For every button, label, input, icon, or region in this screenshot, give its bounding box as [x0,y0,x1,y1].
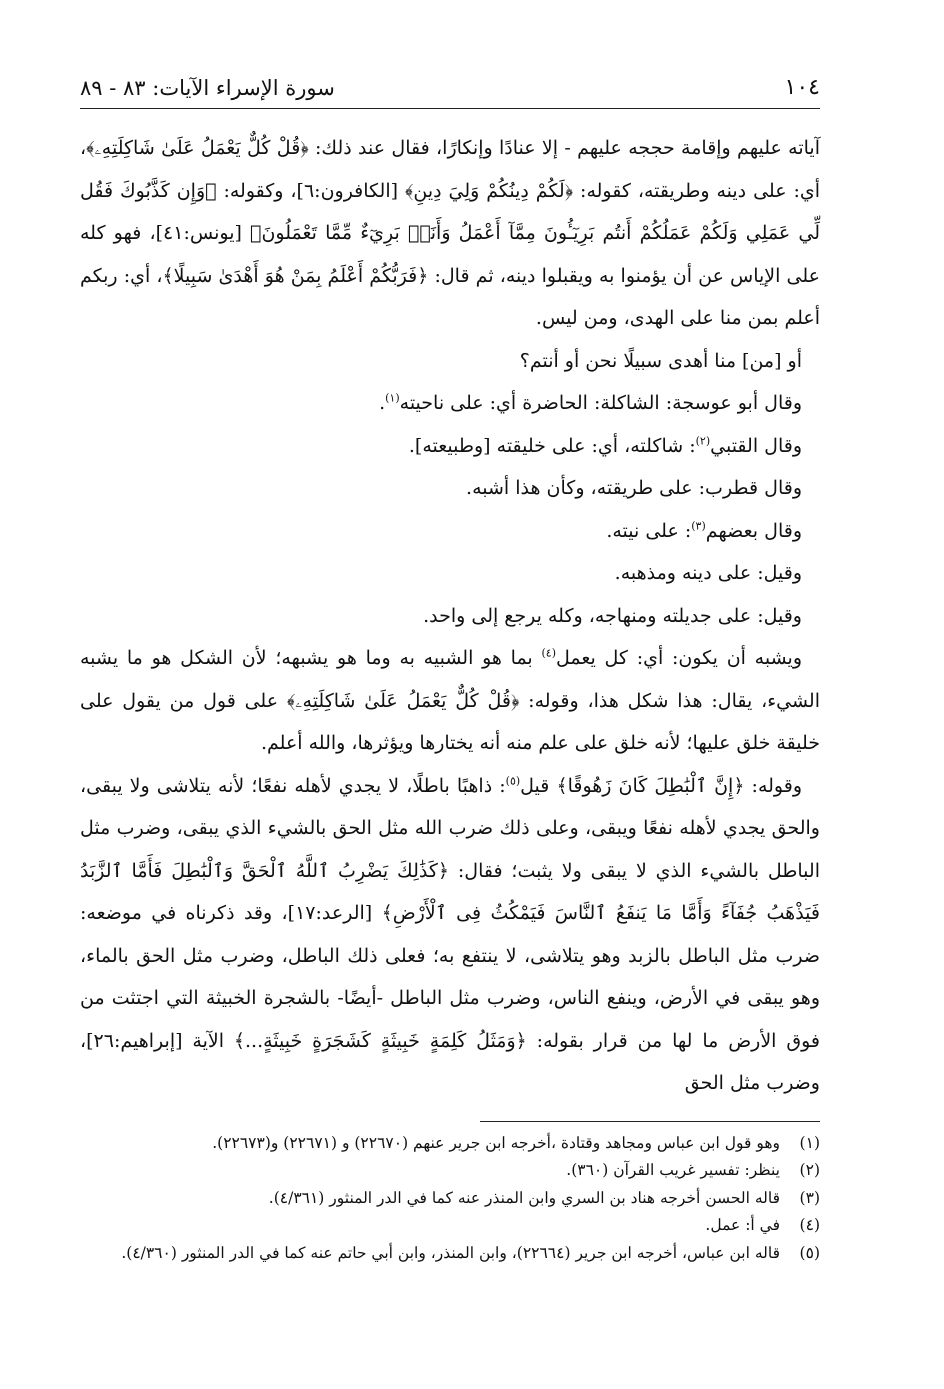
paragraph-9-text: ويشبه أن يكون: أي: كل يعمل [555,647,802,669]
paragraph-10 [80,765,820,1105]
paragraph-6 [80,510,820,553]
main-text [80,127,820,1105]
footnote-ref-1: (١) [385,391,400,405]
running-header [80,58,820,109]
paragraph-10-end: : ذاهبًا باطلًا، لا يجدي لأهله نفعًا؛ لأنه يتلاشى ولا يبقى، والحق يجدي لأهله نفعًا ويبقى، وعلى ذلك ضرب الله مثل الحق بالشيء الذي يبقى، وضرب مثل الباطل بالشيء الذي لا يبقى ولا يثبت؛ فقال: ﴿كَذَٰلِكَ يَضْرِبُ ٱللَّهُ ٱلْحَقَّ وَٱلْبَٰطِلَ فَأَمَّا ٱلزَّبَدُ فَيَذْهَبُ جُفَآءً وَأَمَّا مَا يَنفَعُ ٱلنَّاسَ فَيَمْكُثُ فِى ٱلْأَرْضِ﴾ [الرعد:١٧]، وقد ذكرناه في موضعه: ضرب مثل الباطل بالزبد وهو يتلاشى، لا ينتفع به؛ فعلى ذلك الباطل، وضرب مثل الحق بالماء، وهو يبقى في الأرض، وينفع الناس، وضرب مثل الباطل -أيضًا- بالشجرة الخبيثة التي اجتثت من فوق الأرض ما لها من قرار بقوله: ﴿وَمَثَلُ كَلِمَةٍ خَبِيثَةٍ كَشَجَرَةٍ خَبِيثَةٍ...﴾ الآية [إبراهيم:٢٦]، وضرب مثل الحق [80,774,820,1094]
footnote-ref-4: (٤) [541,646,556,660]
footnote-text: في أ: عمل. [705,1216,780,1234]
footnote-ref-5: (٥) [505,774,521,788]
paragraph-2: أو [من] منا أهدى سبيلًا نحن أو أنتم؟ [519,349,802,372]
footnote-item [80,1240,820,1268]
footnote-number: (٣) [799,1188,820,1207]
footnote-text: ينظر: تفسير غريب القرآن (٣٦٠). [566,1161,780,1179]
footnote-item [80,1130,820,1158]
paragraph-3-end: . [379,392,386,414]
paragraph-9 [80,637,820,765]
paragraph-4 [80,425,820,468]
footnote-ref-3: (٣) [691,519,706,533]
page-number: ١٠٤ [784,75,820,100]
chapter-title: سورة الإسراء الآيات: ٨٣ - ٨٩ [80,76,335,100]
footnote-divider [480,1121,820,1122]
footnote-number: (٤) [799,1216,820,1234]
paragraph-6-text: وقال بعضهم [705,519,802,542]
paragraph-10-text: وقوله: ﴿إِنَّ ٱلْبَٰطِلَ كَانَ زَهُوقًا﴾ قيل [520,774,802,797]
footnote-text: قاله ابن عباس، أخرجه ابن جرير (٢٢٦٦٤)، وابن المنذر، وابن أبي حاتم عنه كما في الدر المنثور (٤/٣٦٠). [121,1243,780,1262]
footnote-text: قاله الحسن أخرجه هناد بن السري وابن المنذر عنه كما في الدر المنثور (٤/٣٦١). [268,1188,780,1207]
footnote-ref-2: (٢) [695,434,711,448]
footnote-text: وهو قول ابن عباس ومجاهد وقتادة ،أخرجه ابن جرير عنهم (٢٢٦٧٠) و (٢٢٦٧١) و(٢٢٦٧٣). [212,1133,780,1152]
footnote-number: (٥) [799,1243,820,1262]
paragraph-3 [80,382,820,425]
book-page [80,58,820,1348]
footnote-item [80,1185,820,1213]
footnote-item [80,1157,820,1185]
paragraph-7: وقيل: على دينه ومذهبه. [614,562,802,584]
paragraph-8: وقيل: على جديلته ومنهاجه، وكله يرجع إلى واحد. [423,604,802,627]
footnote-item [80,1212,820,1240]
paragraph-1: آياته عليهم وإقامة حججه عليهم - إلا عنادًا وإنكارًا، فقال عند ذلك: ﴿قُلْ كُلٌّ يَعْمَلُ عَلَىٰ شَاكِلَتِهِۦ﴾، أي: على دينه وطريقته، كقوله: ﴿لَكُمْ دِينُكُمْ وَلِيَ دِينِ﴾ [الكافرون:٦]، وكقوله: ﴿وَإِن كَذَّبُوكَ فَقُل لِّي عَمَلِي وَلَكُمْ عَمَلُكُمْ أَنتُم بَرِيٓـُٔونَ مِمَّآ أَعْمَلُ وَأَنَا۠ بَرِيٓءٌ مِّمَّا تَعْمَلُونَ﴾ [يونس:٤١]، فهو كله على الإياس عن أن يؤمنوا به ويقبلوا دينه، ثم قال: ﴿فَرَبُّكُمْ أَعْلَمُ بِمَنْ هُوَ أَهْدَىٰ سَبِيلًا﴾، أي: ربكم أعلم بمن منا على الهدى، ومن ليس. [80,137,821,329]
footnote-number: (١) [799,1133,820,1152]
paragraph-4-text: وقال القتبي [710,434,802,457]
footnote-number: (٢) [799,1161,820,1179]
paragraph-3-text: وقال أبو عوسجة: الشاكلة: الحاضرة أي: على ناحيته [399,392,802,414]
footnotes [80,1130,820,1268]
paragraph-6-end: : على نيته. [606,519,692,542]
paragraph-5: وقال قطرب: على طريقته، وكأن هذا أشبه. [466,477,802,499]
paragraph-9-end: بما هو الشبيه به وما هو يشبهه؛ لأن الشكل هو ما يشبه الشيء، يقال: هذا شكل هذا، وقوله: ﴿قُلْ كُلٌّ يَعْمَلُ عَلَىٰ شَاكِلَتِهِۦ﴾ على قول من يقول على خليقة خلق عليها؛ لأنه خلق على علم منه أنه يختارها ويؤثرها، والله أعلم. [80,647,820,754]
paragraph-4-end: : شاكلته، أي: على خليقته [وطبيعته]. [408,434,696,457]
